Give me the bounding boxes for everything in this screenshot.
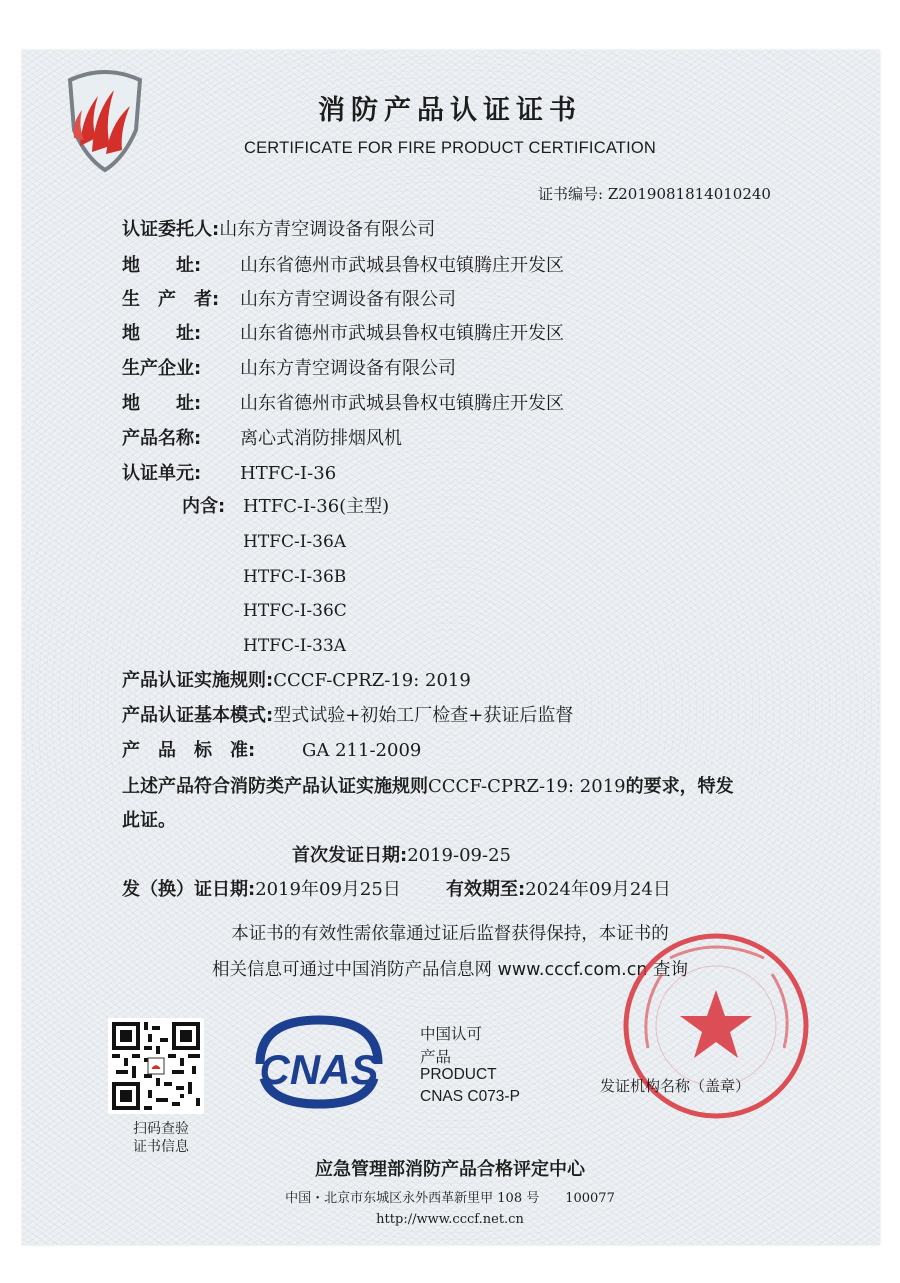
factory-label: 生产企业: <box>122 358 202 379</box>
model-item: HTFC-Ⅰ-33A <box>243 636 347 656</box>
qr-caption-line2: 证书信息 <box>133 1139 189 1155</box>
address-label: 地 址: <box>122 255 202 276</box>
rule-value: CCCF-CPRZ-19: 2019 <box>273 670 471 691</box>
producer-address-value: 山东省德州市武城县鲁权屯镇腾庄开发区 <box>240 323 564 344</box>
producer-label: 生 产 者: <box>122 289 220 310</box>
issue-date <box>122 878 401 902</box>
cnas-product-en: PRODUCT <box>420 1066 497 1083</box>
issuing-center-name: 应急管理部消防产品合格评定中心 <box>315 1159 585 1180</box>
certificate-number-label: 证书编号: <box>538 185 604 203</box>
cnas-logo-text: CNAS <box>259 1046 379 1093</box>
certificate-title: 消防产品认证证书 <box>318 95 582 126</box>
standard-label: 产 品 标 准: <box>122 740 256 761</box>
mode-value: 型式试验+初始工厂检查+获证后监督 <box>273 705 574 726</box>
expiry-value: 2024年09月24日 <box>525 879 671 900</box>
first-issue-date <box>292 844 511 868</box>
expiry-label: 有效期至: <box>446 879 526 900</box>
qr-code[interactable] <box>108 1018 204 1114</box>
field-client <box>122 218 435 242</box>
compliance-statement <box>122 772 734 798</box>
client-label: 认证委托人: <box>122 219 220 240</box>
statement-part-2: 的要求，特发 <box>625 776 734 797</box>
field-factory <box>122 357 456 381</box>
unit-label: 认证单元: <box>122 463 202 484</box>
validity-notice-line1: 本证书的有效性需依靠通过证后监督获得保持，本证书的 <box>231 924 669 944</box>
address-label: 地 址: <box>122 323 202 344</box>
field-contains <box>182 495 389 519</box>
field-unit <box>122 462 336 486</box>
validity-notice-line2: 相关信息可通过中国消防产品信息网 www.cccf.com.cn 查询 <box>212 960 688 980</box>
model-item: HTFC-Ⅰ-36B <box>243 567 347 587</box>
issue-label: 发（换）证日期: <box>122 879 256 900</box>
certificate-number-value: Z2019081814010240 <box>607 185 771 203</box>
field-producer-address <box>122 322 564 346</box>
address-label: 地 址: <box>122 393 202 414</box>
field-rule <box>122 669 471 693</box>
issuing-center-address: 中国・北京市东城区永外西革新里甲 108 号 100077 <box>285 1191 615 1206</box>
field-standard <box>122 739 421 763</box>
issuing-center-url[interactable]: http://www.cccf.net.cn <box>376 1212 524 1227</box>
factory-value: 山东方青空调设备有限公司 <box>240 358 456 379</box>
product-label: 产品名称: <box>122 428 202 449</box>
statement-part-1: 上述产品符合消防类产品认证实施规则 <box>122 776 428 797</box>
rule-label: 产品认证实施规则: <box>122 670 274 691</box>
factory-address-value: 山东省德州市武城县鲁权屯镇腾庄开发区 <box>240 393 564 414</box>
cnas-code: CNAS C073-P <box>420 1088 520 1105</box>
certificate-number <box>538 183 771 204</box>
product-value: 离心式消防排烟风机 <box>240 428 402 449</box>
issuer-label: 发证机构名称（盖章） <box>600 1077 751 1095</box>
cnas-accreditation-cn: 中国认可 <box>420 1026 483 1043</box>
mode-label: 产品认证基本模式: <box>122 705 274 726</box>
contains-label: 内含: <box>182 496 226 517</box>
first-issue-value: 2019-09-25 <box>407 845 511 866</box>
client-value: 山东方青空调设备有限公司 <box>219 219 436 240</box>
unit-value: HTFC-Ⅰ-36 <box>240 463 337 484</box>
field-mode <box>122 704 573 728</box>
model-item: HTFC-Ⅰ-36A <box>243 532 347 552</box>
first-issue-label: 首次发证日期: <box>292 845 408 866</box>
standard-value: GA 211-2009 <box>302 740 422 761</box>
producer-value: 山东方青空调设备有限公司 <box>240 289 456 310</box>
cnas-logo <box>248 1012 390 1110</box>
expiry-date <box>446 878 671 902</box>
model-item: HTFC-Ⅰ-36(主型) <box>243 496 390 517</box>
compliance-statement-end: 此证。 <box>122 810 176 831</box>
certificate-title-english: CERTIFICATE FOR FIRE PRODUCT CERTIFICATION <box>243 139 657 157</box>
field-producer <box>122 288 456 312</box>
cnas-product-cn: 产品 <box>420 1049 452 1066</box>
model-item: HTFC-Ⅰ-36C <box>243 601 347 621</box>
client-address-value: 山东省德州市武城县鲁权屯镇腾庄开发区 <box>240 255 564 276</box>
statement-rule: CCCF-CPRZ-19: 2019 <box>428 776 626 797</box>
field-client-address <box>122 254 564 278</box>
field-product <box>122 427 402 451</box>
qr-caption-line1: 扫码查验 <box>133 1121 189 1137</box>
issue-value: 2019年09月25日 <box>255 879 401 900</box>
field-factory-address <box>122 392 564 416</box>
